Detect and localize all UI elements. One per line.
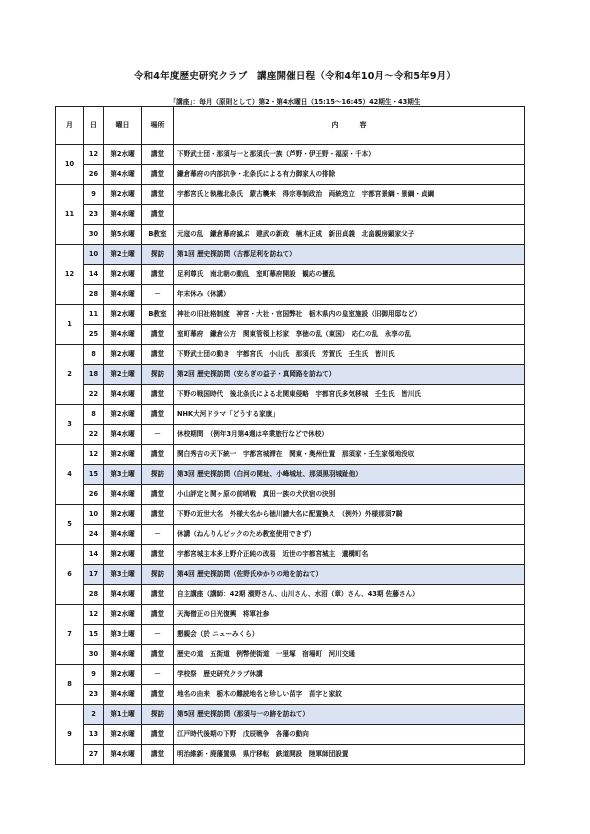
place-cell: 講堂 (142, 325, 174, 345)
day-cell: 13 (84, 725, 104, 745)
content-cell: 宇都宮氏と執権北条氏 蒙古襲来 得宗専制政治 両統迭立 宇都宮景綱・景綱・貞綱 (174, 185, 525, 205)
weekday-cell: 第2水曜 (104, 265, 142, 285)
day-cell: 11 (84, 305, 104, 325)
content-cell: 江戸時代後期の下野 戊辰戦争 各藩の動向 (174, 725, 525, 745)
table-row (56, 745, 525, 765)
day-cell: 22 (84, 425, 104, 445)
place-cell: 講堂 (142, 485, 174, 505)
content-cell: 下野の近世大名 外様大名から徳川譜大名に配置換え （例外）外様那須7騎 (174, 505, 525, 525)
weekday-cell: 第4水曜 (104, 385, 142, 405)
day-cell: 30 (84, 225, 104, 245)
place-cell: － (142, 665, 174, 685)
day-cell: 18 (84, 365, 104, 385)
table-row (56, 525, 525, 545)
table-row (56, 205, 525, 225)
month-cell: 8 (56, 665, 84, 705)
table-row (56, 665, 525, 685)
table-row (56, 165, 525, 185)
day-cell: 26 (84, 485, 104, 505)
table-row (56, 445, 525, 465)
month-cell: 12 (56, 245, 84, 305)
header-month: 月 (56, 107, 84, 145)
place-cell: B教室 (142, 225, 174, 245)
content-cell: 鎌倉幕府の内部抗争・北条氏による有力御家人の排除 (174, 165, 525, 185)
content-cell: 歴史の道 五街道 例幣使街道 一里塚 宿場町 河川交通 (174, 645, 525, 665)
table-row (56, 325, 525, 345)
table-row (56, 365, 525, 385)
weekday-cell: 第2土曜 (104, 245, 142, 265)
table-row (56, 605, 525, 625)
content-cell: 下野武士団の動き 宇都宮氏 小山氏 那須氏 芳賀氏 壬生氏 皆川氏 (174, 345, 525, 365)
content-cell: 休校期間 （例年3月第4週は卒業旅行などで休校） (174, 425, 525, 445)
weekday-cell: 第5水曜 (104, 225, 142, 245)
day-cell: 8 (84, 405, 104, 425)
day-cell: 12 (84, 445, 104, 465)
day-cell: 22 (84, 385, 104, 405)
content-cell: 下野の戦国時代 後北条氏による北関東侵略 宇都宮氏多気移城 壬生氏 皆川氏 (174, 385, 525, 405)
header-weekday: 曜日 (104, 107, 142, 145)
day-cell: 14 (84, 545, 104, 565)
day-cell: 28 (84, 585, 104, 605)
content-cell: 休講（ねんりんピックのため教室使用できず） (174, 525, 525, 545)
content-cell: 第3回 歴史探訪問（白河の関址、小峰城址、那須黒羽城趾他） (174, 465, 525, 485)
place-cell: 講堂 (142, 745, 174, 765)
table-row (56, 565, 525, 585)
month-cell: 9 (56, 705, 84, 765)
table-row (56, 485, 525, 505)
place-cell: 講堂 (142, 385, 174, 405)
weekday-cell: 第2水曜 (104, 665, 142, 685)
table-row (56, 425, 525, 445)
weekday-cell: 第4水曜 (104, 325, 142, 345)
table-row (56, 705, 525, 725)
table-row (56, 185, 525, 205)
place-cell: 講堂 (142, 505, 174, 525)
place-cell: 探訪 (142, 465, 174, 485)
place-cell: 探訪 (142, 705, 174, 725)
header-content: 内 容 (174, 107, 525, 145)
table-row (56, 225, 525, 245)
content-cell: 宇都宮城主本多上野介正純の改易 近世の宇都宮城主 遺構町名 (174, 545, 525, 565)
weekday-cell: 第3土曜 (104, 565, 142, 585)
schedule-note: 「講座」：毎月（原則として）第2・第4水曜日（15:15～16:45）42期生・43期生 (169, 98, 421, 106)
weekday-cell: 第2水曜 (104, 145, 142, 165)
weekday-cell: 第3土曜 (104, 465, 142, 485)
weekday-cell: 第4水曜 (104, 645, 142, 665)
day-cell: 12 (84, 145, 104, 165)
weekday-cell: 第2水曜 (104, 345, 142, 365)
weekday-cell: 第2水曜 (104, 405, 142, 425)
place-cell: 探訪 (142, 245, 174, 265)
day-cell: 23 (84, 205, 104, 225)
schedule-table (55, 106, 525, 765)
place-cell: 講堂 (142, 685, 174, 705)
content-cell: 元寇の乱 鎌倉幕府滅ぶ 建武の新政 楠木正成 新田貞義 北畠親房顕家父子 (174, 225, 525, 245)
place-cell: 講堂 (142, 445, 174, 465)
content-cell: 第5回 歴史探訪問（那須与一の跡を訪ねて） (174, 705, 525, 725)
weekday-cell: 第2水曜 (104, 605, 142, 625)
table-row (56, 345, 525, 365)
day-cell: 10 (84, 505, 104, 525)
content-cell: 懇親会（於 ニューみくら） (174, 625, 525, 645)
weekday-cell: 第2土曜 (104, 365, 142, 385)
content-cell: 小山評定と関ヶ原の前哨戦 真田一族の犬伏宿の決別 (174, 485, 525, 505)
weekday-cell: 第4水曜 (104, 165, 142, 185)
place-cell: B教室 (142, 305, 174, 325)
content-cell (174, 205, 525, 225)
weekday-cell: 第1土曜 (104, 705, 142, 725)
place-cell: 講堂 (142, 725, 174, 745)
weekday-cell: 第4水曜 (104, 585, 142, 605)
day-cell: 15 (84, 465, 104, 485)
header-place: 場所 (142, 107, 174, 145)
weekday-cell: 第2水曜 (104, 305, 142, 325)
content-cell: NHK大河ドラマ「どうする家康」 (174, 405, 525, 425)
day-cell: 17 (84, 565, 104, 585)
table-row (56, 245, 525, 265)
weekday-cell: 第2水曜 (104, 445, 142, 465)
month-cell: 10 (56, 145, 84, 185)
table-row (56, 725, 525, 745)
day-cell: 8 (84, 345, 104, 365)
place-cell: － (142, 285, 174, 305)
month-cell: 7 (56, 605, 84, 665)
place-cell: 講堂 (142, 185, 174, 205)
weekday-cell: 第4水曜 (104, 425, 142, 445)
table-row (56, 625, 525, 645)
place-cell: － (142, 625, 174, 645)
month-cell: 3 (56, 405, 84, 445)
day-cell: 30 (84, 645, 104, 665)
day-cell: 9 (84, 665, 104, 685)
month-cell: 5 (56, 505, 84, 545)
day-cell: 23 (84, 685, 104, 705)
content-cell: 室町幕府 鎌倉公方 関東管領上杉家 享徳の乱（東国） 応仁の乱 永享の乱 (174, 325, 525, 345)
month-cell: 2 (56, 345, 84, 405)
weekday-cell: 第4水曜 (104, 745, 142, 765)
header-day: 日 (84, 107, 104, 145)
content-cell: 下野武士団・那須与一と那須氏一族（芦野・伊王野・福原・千本） (174, 145, 525, 165)
weekday-cell: 第4水曜 (104, 205, 142, 225)
content-cell: 神社の旧社格制度 神宮・大社・官国弊社 栃木県内の皇室施設（旧御用邸など） (174, 305, 525, 325)
place-cell: 講堂 (142, 605, 174, 625)
weekday-cell: 第3土曜 (104, 625, 142, 645)
table-row (56, 465, 525, 485)
day-cell: 12 (84, 605, 104, 625)
day-cell: 27 (84, 745, 104, 765)
weekday-cell: 第2水曜 (104, 505, 142, 525)
table-row (56, 265, 525, 285)
place-cell: 講堂 (142, 165, 174, 185)
table-row (56, 405, 525, 425)
place-cell: 講堂 (142, 585, 174, 605)
place-cell: 講堂 (142, 405, 174, 425)
day-cell: 25 (84, 325, 104, 345)
place-cell: － (142, 425, 174, 445)
day-cell: 15 (84, 625, 104, 645)
table-row (56, 685, 525, 705)
place-cell: － (142, 525, 174, 545)
day-cell: 14 (84, 265, 104, 285)
table-row (56, 385, 525, 405)
content-cell: 自主講座（講師：42期 濱野さん、山川さん、水沼（章）さん、43期 佐藤さん） (174, 585, 525, 605)
content-cell: 第1回 歴史探訪問（古都足利を訪ねて） (174, 245, 525, 265)
month-cell: 6 (56, 545, 84, 605)
weekday-cell: 第4水曜 (104, 485, 142, 505)
place-cell: 講堂 (142, 645, 174, 665)
table-row (56, 505, 525, 525)
content-cell: 学校祭 歴史研究クラブ休講 (174, 665, 525, 685)
place-cell: 探訪 (142, 565, 174, 585)
table-header-row (56, 107, 525, 145)
day-cell: 24 (84, 525, 104, 545)
table-row (56, 285, 525, 305)
place-cell: 講堂 (142, 545, 174, 565)
content-cell: 関白秀吉の天下統一 宇都宮城滞在 関東・奥州仕置 那須家・壬生家領地没収 (174, 445, 525, 465)
schedule-body (56, 145, 525, 765)
day-cell: 9 (84, 185, 104, 205)
day-cell: 10 (84, 245, 104, 265)
content-cell: 第2回 歴史探訪問（安らぎの益子・真岡路を訪ねて） (174, 365, 525, 385)
day-cell: 26 (84, 165, 104, 185)
place-cell: 探訪 (142, 365, 174, 385)
weekday-cell: 第4水曜 (104, 285, 142, 305)
place-cell: 講堂 (142, 345, 174, 365)
weekday-cell: 第4水曜 (104, 525, 142, 545)
content-cell: 第4回 歴史探訪問（佐野氏ゆかりの地を訪ねて） (174, 565, 525, 585)
month-cell: 11 (56, 185, 84, 245)
table-row (56, 305, 525, 325)
weekday-cell: 第2水曜 (104, 545, 142, 565)
day-cell: 28 (84, 285, 104, 305)
page-title: 令和4年度歴史研究クラブ 講座開催日程（令和4年10月～令和5年9月） (133, 71, 457, 82)
place-cell: 講堂 (142, 265, 174, 285)
place-cell: 講堂 (142, 205, 174, 225)
content-cell: 年末休み（休講） (174, 285, 525, 305)
day-cell: 2 (84, 705, 104, 725)
content-cell: 足利尊氏 南北朝の動乱 室町幕府開設 観応の擾乱 (174, 265, 525, 285)
table-row (56, 585, 525, 605)
content-cell: 地名の由来 栃木の難読地名と珍しい苗字 苗字と家紋 (174, 685, 525, 705)
month-cell: 1 (56, 305, 84, 345)
table-row (56, 545, 525, 565)
table-row (56, 645, 525, 665)
place-cell: 講堂 (142, 145, 174, 165)
weekday-cell: 第2水曜 (104, 725, 142, 745)
weekday-cell: 第4水曜 (104, 685, 142, 705)
weekday-cell: 第2水曜 (104, 185, 142, 205)
content-cell: 明治維新・廃藩置県 県庁移転 鉄道開設 陸軍師団設置 (174, 745, 525, 765)
month-cell: 4 (56, 445, 84, 505)
content-cell: 天海僧正の日光復興 将軍社参 (174, 605, 525, 625)
table-row (56, 145, 525, 165)
